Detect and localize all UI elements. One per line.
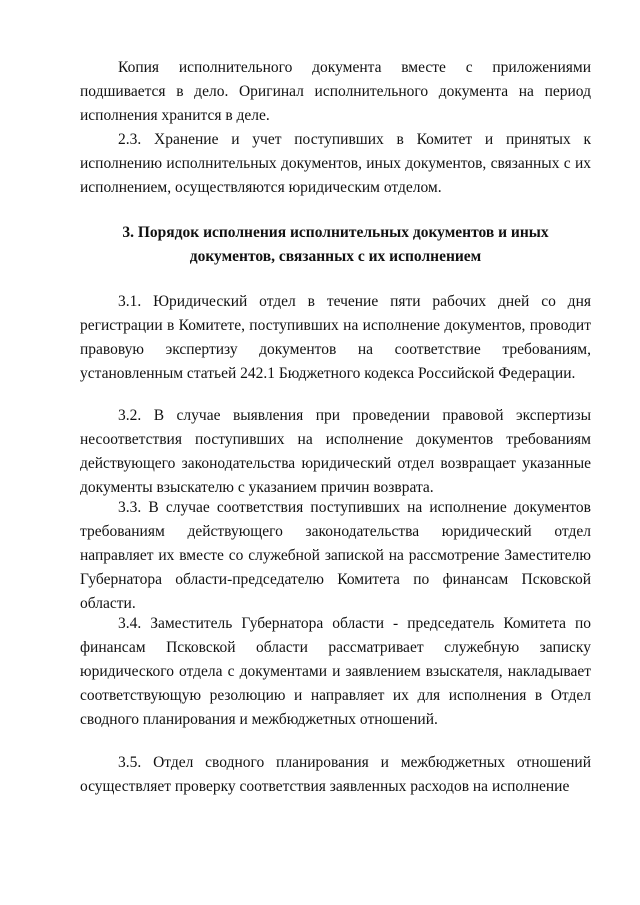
- paragraph-3-5: 3.5. Отдел сводного планирования и межбюджетных отношений осуществляет проверку соответствия заявленных расходов на исполнение: [80, 754, 591, 795]
- section-3-heading: 3. Порядок исполнения исполнительных документов и иных документов, связанных с их исполнением: [122, 224, 549, 265]
- paragraph-copy-storage: Копия исполнительного документа вместе с приложениями подшивается в дело. Оригинал исполнительного документа на период исполнения хранится в деле.: [80, 59, 591, 124]
- paragraph-3-1: 3.1. Юридический отдел в течение пяти рабочих дней со дня регистрации в Комитете, поступивших на исполнение документов, проводит правовую экспертизу документов на соответствие требованиям, установленным статьей 242.1 Бюджетного кодекса Российской Федерации.: [80, 293, 591, 382]
- paragraph-3-2: 3.2. В случае выявления при проведении правовой экспертизы несоответствия поступивших на исполнение документов требованиям действующего законодательства юридический отдел возвращает указанные документы взыскателю с указанием причин возврата.: [80, 407, 591, 496]
- paragraph-3-3: 3.3. В случае соответствия поступивших на исполнение документов требованиям действующего законодательства юридический отдел направляет их вместе со служебной запиской на рассмотрение Заместителю Губернатора области-председателю Комитета по финансам Псковской области.: [80, 499, 591, 612]
- paragraph-2-3: 2.3. Хранение и учет поступивших в Комитет и принятых к исполнению исполнительных документов, иных документов, связанных с их исполнением, осуществляются юридическим отделом.: [80, 131, 591, 196]
- paragraph-3-4: 3.4. Заместитель Губернатора области - председатель Комитета по финансам Псковской области рассматривает служебную записку юридического отдела с документами и заявлением взыскателя, накладывает соответствующую резолюцию и направляет их для исполнения в Отдел сводного планирования и межбюджетных отношений.: [80, 615, 591, 728]
